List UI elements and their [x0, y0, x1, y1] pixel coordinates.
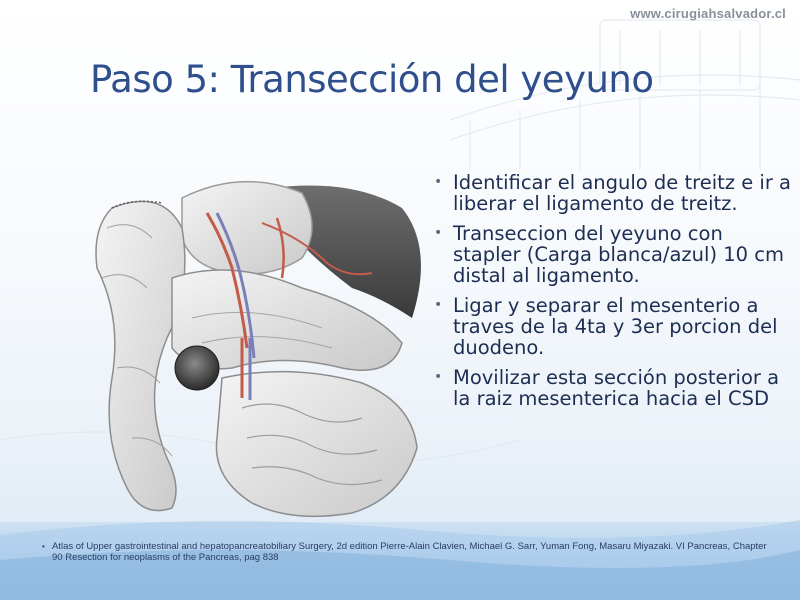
bullet-dot-icon: • — [434, 174, 443, 190]
reference-text: Atlas of Upper gastrointestinal and hepatopancreatobiliary Surgery, 2d edition Pierre-Alain Clavien, Michael G. Sarr, Yuman Fong, Masaru Miyazaki. VI Pancreas, Chapter 90 Resection for neoplasms of the Pancreas, pag 838 — [52, 541, 767, 563]
surgical-anatomy-illustration — [72, 168, 434, 526]
bullet-item — [432, 223, 794, 286]
bullet-text: Movilizar esta sección posterior a la raiz mesenterica hacia el CSD — [453, 366, 780, 410]
bullet-item — [432, 295, 794, 358]
bullet-dot-icon: • — [434, 297, 443, 313]
bullet-dot-icon: • — [434, 369, 443, 385]
bullet-item — [432, 172, 794, 214]
bullet-dot-icon: • — [434, 225, 443, 241]
bullet-text: Transeccion del yeyuno con stapler (Carga blanca/azul) 10 cm distal al ligamento. — [453, 222, 784, 287]
reference-citation — [42, 541, 772, 563]
bullet-text: Ligar y separar el mesenterio a traves de la 4ta y 3er porcion del duodeno. — [453, 294, 778, 359]
bullet-item — [432, 367, 794, 409]
slide-title: Paso 5: Transección del yeyuno — [90, 58, 654, 101]
bullet-text: Identificar el angulo de treitz e ir a liberar el ligamento de treitz. — [453, 171, 792, 215]
bullet-list — [432, 172, 794, 418]
bullet-dot-icon: • — [42, 542, 45, 551]
website-url: www.cirugiahsalvador.cl — [630, 6, 786, 21]
